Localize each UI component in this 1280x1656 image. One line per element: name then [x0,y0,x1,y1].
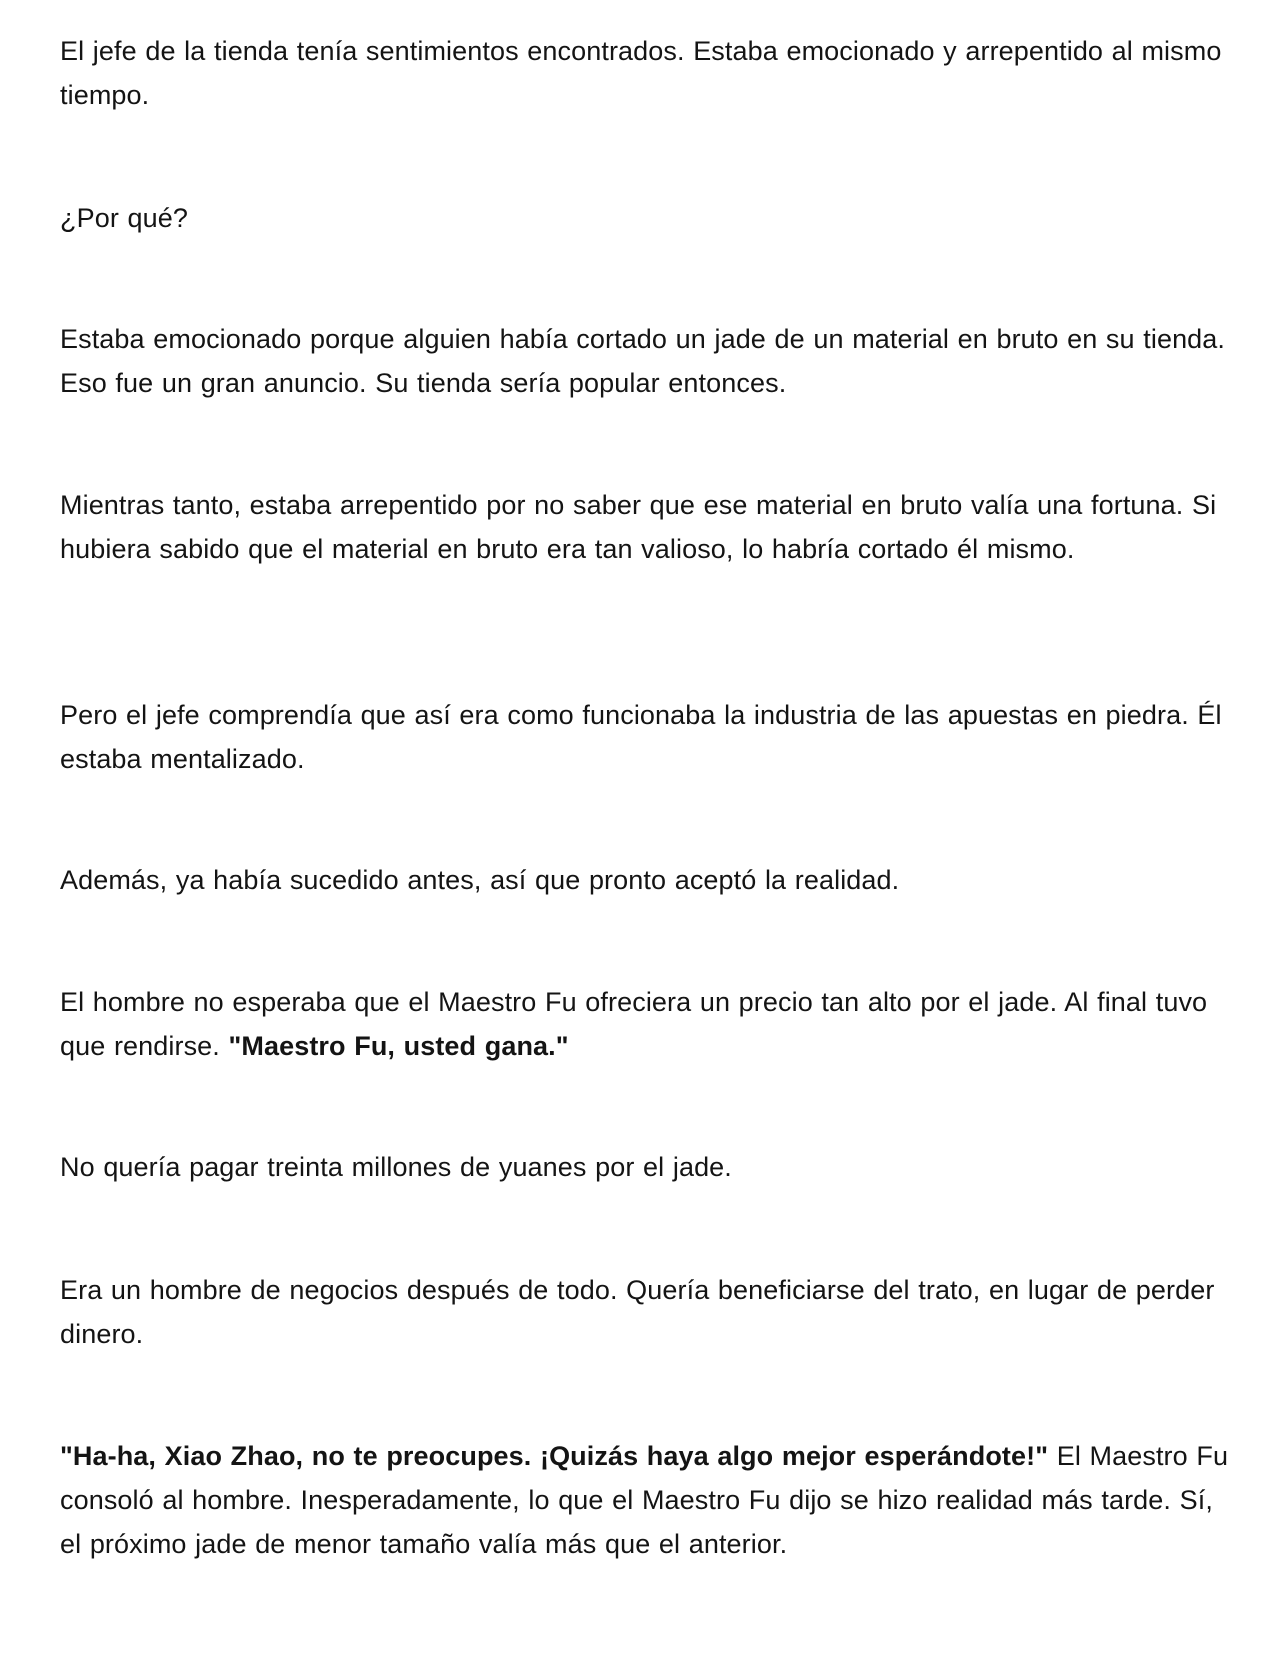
paragraph: ¿Por qué? [60,203,188,233]
dialogue-quote: "Ha-ha, Xiao Zhao, no te preocupes. ¡Quizás haya algo mejor esperándote!" [60,1441,1049,1471]
paragraph-text: El Maestro Fu consoló al hombre. Inesperadamente, lo que el Maestro Fu dijo se hizo realidad más tarde. Sí, el próximo jade de menor tamaño valía más que el anterior. [60,1441,1229,1559]
paragraph-text: El hombre no esperaba que el Maestro Fu ofreciera un precio tan alto por el jade. Al final tuvo que rendirse. [60,987,1208,1061]
paragraph: Era un hombre de negocios después de todo. Quería beneficiarse del trato, en lugar de perder dinero. [60,1275,1215,1349]
paragraph [60,1434,1230,1566]
paragraph [60,980,1230,1068]
paragraph: Mientras tanto, estaba arrepentido por no saber que ese material en bruto valía una fortuna. Si hubiera sabido que el material en bruto era tan valioso, lo habría cortado él mismo. [60,490,1217,564]
paragraph: Además, ya había sucedido antes, así que pronto aceptó la realidad. [60,865,900,895]
paragraph: Pero el jefe comprendía que así era como funcionaba la industria de las apuestas en piedra. Él estaba mentalizado. [60,700,1222,774]
paragraph: No quería pagar treinta millones de yuanes por el jade. [60,1152,732,1182]
dialogue-quote: "Maestro Fu, usted gana." [228,1031,569,1061]
paragraph: Estaba emocionado porque alguien había cortado un jade de un material en bruto en su tienda. Eso fue un gran anuncio. Su tienda sería popular entonces. [60,324,1226,398]
paragraph: El jefe de la tienda tenía sentimientos encontrados. Estaba emocionado y arrepentido al mismo tiempo. [60,36,1222,110]
